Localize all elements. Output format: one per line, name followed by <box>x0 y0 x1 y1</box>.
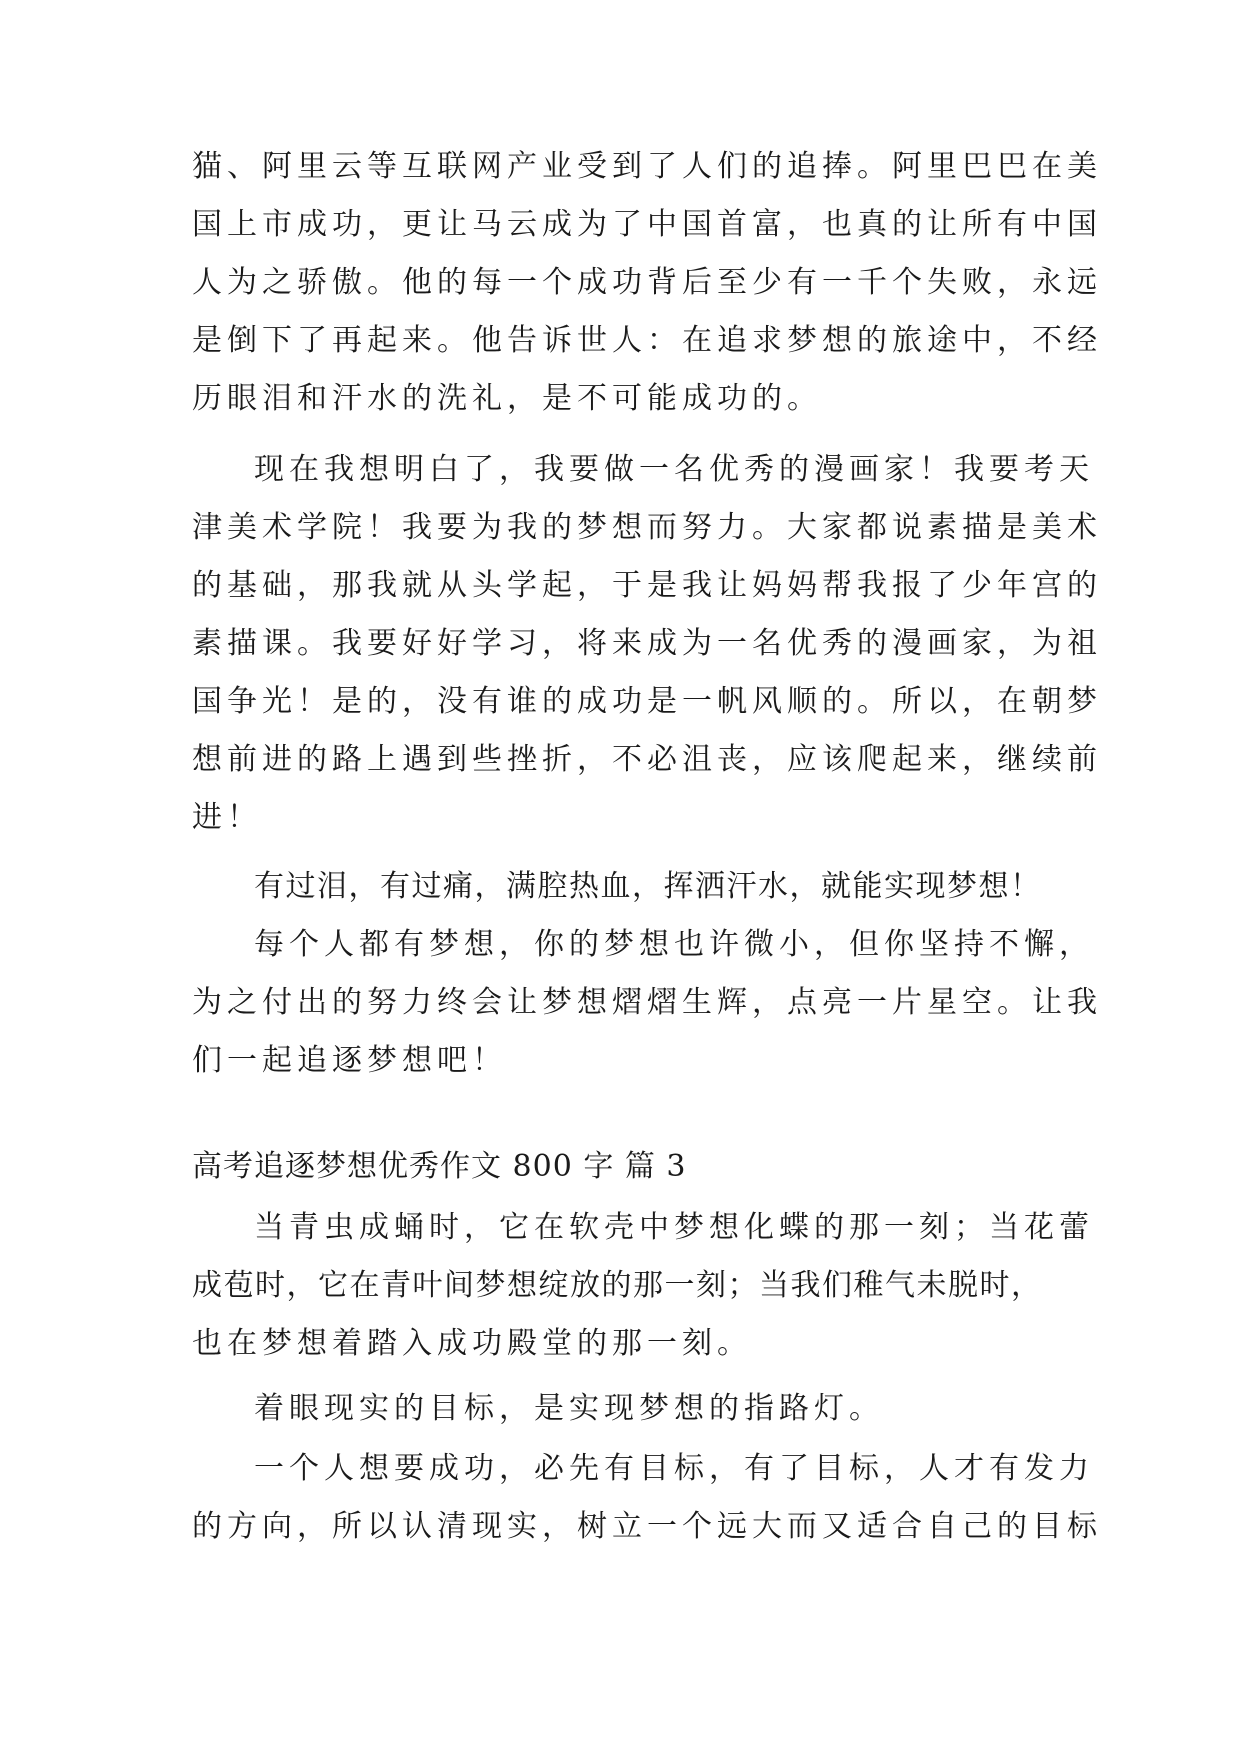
text-line: 着眼现实的目标，是实现梦想的指路灯。 <box>254 1391 884 1426</box>
text-line: 当青虫成蛹时，它在软壳中梦想化蝶的那一刻；当花蕾 <box>254 1210 1094 1245</box>
section-heading: 高考追逐梦想优秀作文 800 字 篇 3 <box>192 1149 687 1184</box>
text-line: 的方向，所以认清现实，树立一个远大而又适合自己的目标 <box>192 1509 1102 1544</box>
text-line: 是倒下了再起来。他告诉世人：在追求梦想的旅途中，不经 <box>192 323 1102 358</box>
text-line: 们一起追逐梦想吧！ <box>192 1043 507 1078</box>
text-line: 津美术学院！我要为我的梦想而努力。大家都说素描是美术 <box>192 510 1102 545</box>
text-line: 进！ <box>192 800 262 835</box>
text-line: 人为之骄傲。他的每一个成功背后至少有一千个失败，永远 <box>192 265 1102 300</box>
text-line: 有过泪，有过痛，满腔热血，挥洒汗水，就能实现梦想！ <box>254 869 1042 904</box>
text-line: 为之付出的努力终会让梦想熠熠生辉，点亮一片星空。让我 <box>192 985 1102 1020</box>
text-line: 国上市成功，更让马云成为了中国首富，也真的让所有中国 <box>192 207 1102 242</box>
text-line: 想前进的路上遇到些挫折，不必沮丧，应该爬起来，继续前 <box>192 742 1102 777</box>
text-line: 一个人想要成功，必先有目标，有了目标，人才有发力 <box>254 1451 1094 1486</box>
text-line: 现在我想明白了，我要做一名优秀的漫画家！我要考天 <box>254 452 1094 487</box>
text-line: 每个人都有梦想，你的梦想也许微小，但你坚持不懈， <box>254 927 1094 962</box>
text-line: 素描课。我要好好学习，将来成为一名优秀的漫画家，为祖 <box>192 626 1102 661</box>
text-line: 国争光！是的，没有谁的成功是一帆风顺的。所以，在朝梦 <box>192 684 1102 719</box>
text-line: 成苞时，它在青叶间梦想绽放的那一刻；当我们稚气未脱时， <box>192 1268 1043 1303</box>
text-line: 的基础，那我就从头学起，于是我让妈妈帮我报了少年宫的 <box>192 568 1102 603</box>
text-line: 也在梦想着踏入成功殿堂的那一刻。 <box>192 1326 752 1361</box>
text-line: 历眼泪和汗水的洗礼，是不可能成功的。 <box>192 381 822 416</box>
text-line: 猫、阿里云等互联网产业受到了人们的追捧。阿里巴巴在美 <box>192 149 1102 184</box>
